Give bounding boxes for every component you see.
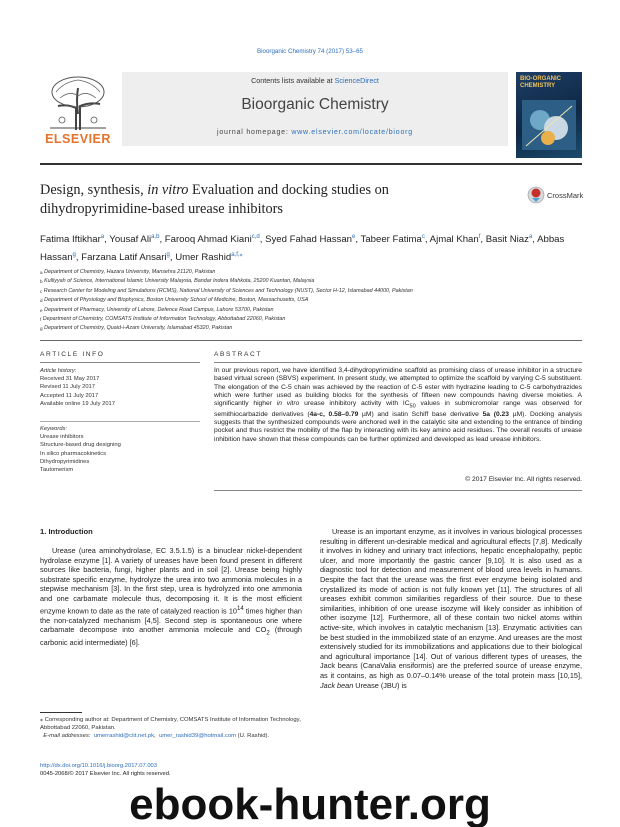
keywords-label: Keywords: xyxy=(40,426,68,432)
text-seg: Urease is an important enzyme, as it involves in various biological processes resulting in different un-desirable medical and agricultural effects [7,8]. Medically it involves in kidney and urinary tract infections, hepatic encephalopathy, peptic ulcer, and more importantly the gastric cancer [9,10]. It is also used as a diagnostic tool for detection and measurement of blood urea levels in humans. Despite the fact that the urease was the first ever enzyme being isolated and crystallized its mode of action is not fully known yet [11]. The structures of all ureases exhibit common similarities regardless of their source. Due to these similarities, inhibition of one urease isozyme will likely consider as inhibition of other isozyme [12]. Furthermore, all of these contain two nickel atoms within active-site, which involves in catalytic mechanism [13]. Enzymatic activities can be best studied in the immobilized state of an enzyme. And ureases are the most extensively studied for its immobilizations and applications due to their biological and agricultural importance [14]. Out of various different types of ureases, the Jack beans (CanaValia ensiformis) are the preferred source of urease enzyme, as it contains, as high as 0.07–0.14% urease of the total protein mass [10,15], xyxy=(320,527,582,680)
author[interactable] xyxy=(81,252,170,263)
affiliation xyxy=(40,306,588,315)
affiliation-text: Department of Pharmacy, University of Lahore, Defence Road Campus, Lahore 53700, Pakistan xyxy=(44,306,274,313)
affiliation xyxy=(40,296,588,305)
author[interactable] xyxy=(40,234,104,245)
journal-homepage xyxy=(122,129,508,136)
author[interactable] xyxy=(175,252,242,263)
email-link[interactable]: umer_rashid39@hotmail.com xyxy=(158,733,236,739)
cover-title: BIO-ORGANIC CHEMISTRY xyxy=(520,76,561,89)
title-part: Design, synthesis, xyxy=(40,182,148,198)
journal-header-box xyxy=(122,72,508,146)
watermark-text: ebook-hunter.org xyxy=(129,780,491,827)
tree-logo-icon xyxy=(46,74,110,130)
history-item: Received 31 May 2017 xyxy=(40,376,100,383)
author-affiliation-marker[interactable]: a,f,⁎ xyxy=(231,251,243,258)
author-name: Umer Rashid xyxy=(175,251,232,263)
keywords xyxy=(40,425,200,474)
introduction-heading: 1. Introduction xyxy=(40,527,93,536)
abstract-bold: 4a-c, 0.58–0.79 xyxy=(309,410,359,418)
author-affiliation-marker[interactable]: g xyxy=(166,251,170,258)
keyword: Urease inhibitors xyxy=(40,434,84,441)
text-seg: times higher than the non-catalyzed mechanism [4,5]. Second step is spontaneous one where carbamate decompose into another ammonia molecule and CO xyxy=(40,605,302,635)
publisher-name: ELSEVIER xyxy=(45,132,111,146)
issn-line: 0045-2068/© 2017 Elsevier Inc. All rights reserved. xyxy=(40,771,171,777)
masthead xyxy=(40,72,582,154)
author[interactable] xyxy=(165,234,260,245)
article-title xyxy=(40,181,510,218)
author[interactable] xyxy=(430,234,481,245)
footnote-rule xyxy=(40,712,82,713)
abstract-bold: 5a (0.23 xyxy=(482,410,509,418)
body-column-left xyxy=(40,546,302,648)
author-name: Yousaf Ali xyxy=(109,234,152,246)
sciencedirect-link[interactable]: ScienceDirect xyxy=(334,76,379,85)
affiliation xyxy=(40,268,588,277)
author-affiliation-marker[interactable]: a xyxy=(528,234,533,240)
author[interactable] xyxy=(361,234,425,245)
author-name: Farzana Latif Ansari xyxy=(81,251,167,263)
author-name: Tabeer Fatima xyxy=(360,234,422,246)
email-tail: (U. Rashid). xyxy=(237,733,270,739)
abstract-rule xyxy=(214,362,582,363)
affiliation-label: b xyxy=(40,279,43,285)
keyword: Dihydropyrimidines xyxy=(40,458,90,465)
article-history xyxy=(40,367,200,408)
affiliation-label: c xyxy=(40,288,43,294)
affiliation-label: g xyxy=(40,326,43,332)
title-line-2: dihydropyrimidine-based urease inhibitors xyxy=(40,200,283,217)
watermark-banner xyxy=(0,779,620,827)
email-label: E-mail addresses: xyxy=(43,733,91,739)
affiliation-label: e xyxy=(40,307,43,313)
affiliation xyxy=(40,315,588,324)
affiliation-text: Research Center for Modeling and Simulations (RCMS), National University of Sciences and Technology (NUST), Sector H-12, Islamabad 44000, Pakistan xyxy=(43,287,413,294)
homepage-prefix: journal homepage: xyxy=(217,129,292,136)
affiliation-label: a xyxy=(40,270,43,275)
author-affiliation-marker[interactable]: g xyxy=(72,251,76,258)
affiliation-text: Department of Chemistry, Quaid-i-Azam University, Islamabad 45320, Pakistan xyxy=(44,325,233,332)
journal-cover-thumbnail[interactable] xyxy=(516,72,582,158)
text-sub: 2 xyxy=(266,629,270,637)
author-affiliation-marker[interactable]: f xyxy=(478,234,481,240)
doi-block xyxy=(40,762,171,778)
author-name: Fatima Iftikhar xyxy=(40,234,101,246)
author-affiliation-marker[interactable]: a xyxy=(100,234,105,240)
cover-art-icon xyxy=(522,100,576,150)
affiliation-text: Kulliyyah of Science, International Islamic University Malaysia, Bandar Indera Mahkota, 25200 Kuantan, Malaysia xyxy=(44,278,315,285)
author[interactable] xyxy=(265,234,355,245)
crossmark-label: CrossMark xyxy=(547,191,584,200)
contents-availability xyxy=(122,76,508,85)
author-affiliation-marker[interactable]: c xyxy=(421,234,425,240)
abstract-text xyxy=(214,367,582,444)
paragraph xyxy=(40,546,302,648)
email-line: E-mail addresses: umerrashid@ciit.net.pk, umer_rashid39@hotmail.com (U. Rashid). xyxy=(43,733,270,739)
journal-citation-header[interactable]: Bioorganic Chemistry 74 (2017) 53–65 xyxy=(257,48,363,55)
affiliation-label: d xyxy=(40,298,43,304)
crossmark-icon xyxy=(527,186,545,204)
author-name: Farooq Ahmad Kiani xyxy=(164,234,252,246)
affiliation xyxy=(40,277,588,286)
keyword: In silico pharmacokinetics xyxy=(40,450,107,457)
text-seg: Urease (urea aminohydrolase, EC 3.5.1.5) is a binuclear nickel-dependent hydrolase enzyme [1]. A variety of ureases have been found present in different sources like bacteria, fungi, higher plants and in soil [2]. Urease being highly substrate specific enzyme, hydrolyze the urea into two ammonia molecules in a stepwise mechanism [3]. In the first step, urea is hydrolyzed into one ammonia and one carbamate molecule thus, decomposing it. It is the most efficient enzyme known to date as the rate of catalyzed reaction is 10 xyxy=(40,546,302,615)
paragraph xyxy=(320,527,582,690)
contents-prefix: Contents lists available at xyxy=(251,76,335,85)
author[interactable] xyxy=(486,234,533,245)
author-name: Abbas Hassan xyxy=(40,234,565,263)
text-italic: Jack bean xyxy=(320,680,354,690)
abstract-seg: values in submicromolar range was observed for semithiocarbazide derivatives ( xyxy=(214,400,582,418)
abstract-seg: µM) and isatin Schiff base derivative xyxy=(358,410,483,418)
abstract-italic: in vitro xyxy=(276,400,300,408)
author-affiliation-marker[interactable]: a,b xyxy=(151,234,160,240)
abstract-seg: In our previous report, we have identified 3,4-dihydropyrimidine scaffold as promising class of urease inhibitor in a structure based virtual screen (SBVS) experiment. In present study, we attempted to optimize the scaffold by varying C-5 substituent. The elongation of the C-5 chain was achieved by the reaction of C-5 ester with hydrazine leading to C-5 carbohydrazides which were further used as building blocks for the synthesis of fifteen new compounds having diverse moieties. A significantly higher xyxy=(214,367,582,408)
affiliation-list xyxy=(40,268,588,334)
author-name: Ajmal Khan xyxy=(429,234,479,246)
keyword: Tautomerism xyxy=(40,467,74,474)
author-list: Fatima Iftikhar$^a$, Yousaf Ali$^{a,b}$, Farooq Ahmad Kiani$^{c,d}$, Syed Fahad Hassan$^e$, Tabeer Fatima$^c$, Ajmal Khan$^f$, Basit Niaz$^a$, Abbas Hassan$^g$, Farzana Latif Ansari$^g$, Umer Rashid$^{a,f,⁎}$ xyxy=(40,234,565,263)
affiliation xyxy=(40,287,588,296)
author-name: Syed Fahad Hassan xyxy=(265,234,353,246)
elsevier-logo[interactable] xyxy=(40,72,116,152)
history-item: Accepted 11 July 2017 xyxy=(40,392,99,399)
affiliation-text: Department of Physiology and Biophysics, Boston University School of Medicine, Boston, Massachusetts, USA xyxy=(44,297,309,304)
text-sup: 14 xyxy=(236,604,244,612)
affiliation-text: Department of Chemistry, Hazara University, Mansehra 21120, Pakistan xyxy=(44,269,216,275)
corresponding-author-footnote xyxy=(40,716,302,740)
title-part: Evaluation and docking studies on xyxy=(188,182,389,198)
author-affiliation-marker[interactable]: c,d xyxy=(251,234,260,240)
header-rule xyxy=(40,163,582,165)
abstract-copyright: © 2017 Elsevier Inc. All rights reserved. xyxy=(465,476,582,483)
author-affiliation-marker[interactable]: e xyxy=(352,234,356,240)
history-label: Article history: xyxy=(40,368,77,374)
text-seg: Urease (JBU) is xyxy=(353,680,407,690)
abstract-seg: urease inhibitory activity with IC xyxy=(299,400,410,408)
author-name: Basit Niaz xyxy=(485,234,529,246)
journal-name[interactable]: Bioorganic Chemistry xyxy=(241,96,389,113)
crossmark-badge[interactable] xyxy=(527,186,587,206)
abstract-heading: ABSTRACT xyxy=(214,351,262,358)
abstract-sub: 50 xyxy=(409,403,416,410)
keyword: Structure-based drug designing xyxy=(40,442,121,449)
email-link[interactable]: umerrashid@ciit.net.pk xyxy=(93,733,155,739)
author[interactable] xyxy=(109,234,159,245)
keywords-rule xyxy=(40,421,200,422)
abstract-end-rule xyxy=(214,490,582,491)
affiliation-text: Department of Chemistry, COMSATS Institute of Information Technology, Abbottabad 22060, Pakistan xyxy=(42,316,286,323)
text-seg: (through carbonic acid intermediate) [6]. xyxy=(40,625,302,648)
doi-link[interactable]: http://dx.doi.org/10.1016/j.bioorg.2017.07.003 xyxy=(40,763,157,769)
article-info-heading: ARTICLE INFO xyxy=(40,351,105,358)
title-italic: in vitro xyxy=(147,182,189,198)
corresponding-note: ⁎ Corresponding author at: Department of Chemistry, COMSATS Institute of Information Technology, Abbottabad 22060, Pakistan. xyxy=(40,717,301,731)
abstract-seg: µM). Docking analysis suggests that the synthesized compounds were anchored well in the catalytic site and extending to the entrance of binding pocket and thus restrict the mobility of the flap by interacting with its key amino acid residues. The overall results of urease inhibition have shown that these compounds can be further optimized and developed as lead urease inhibitors. xyxy=(214,410,583,443)
article-info-rule xyxy=(40,362,200,363)
affiliation-label: f xyxy=(40,317,42,323)
history-item: Available online 19 July 2017 xyxy=(40,400,115,407)
section-rule xyxy=(40,340,582,341)
homepage-link[interactable]: www.elsevier.com/locate/bioorg xyxy=(291,129,413,136)
affiliation xyxy=(40,324,588,333)
history-item: Revised 11 July 2017 xyxy=(40,384,95,391)
body-column-right xyxy=(320,527,582,690)
